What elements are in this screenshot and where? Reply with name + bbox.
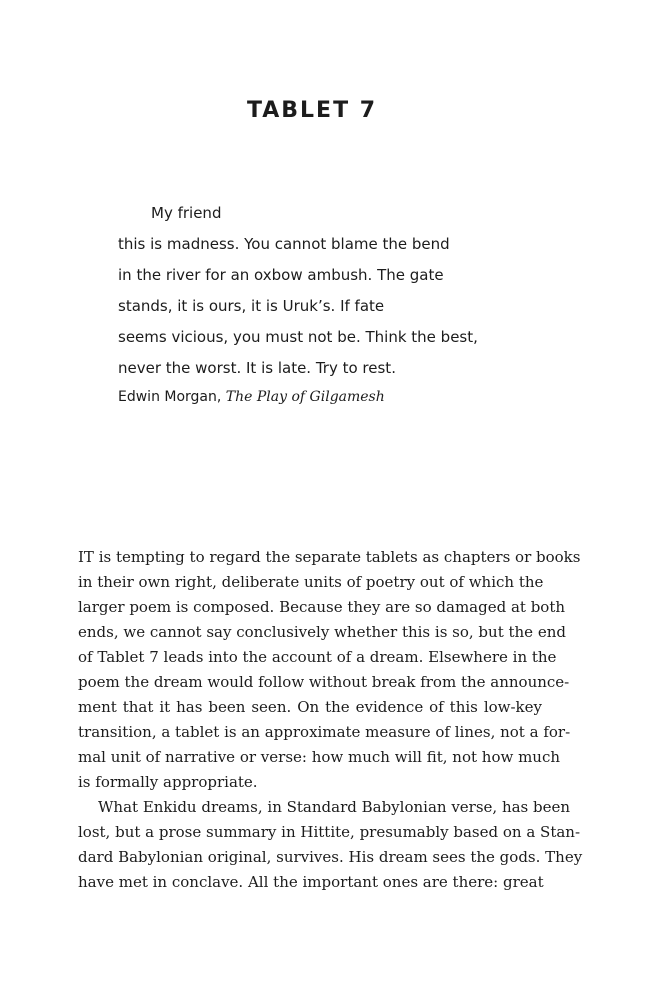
text-line: ends, we cannot say conclusively whether this is so, but the end xyxy=(78,623,566,641)
text-line: What Enkidu dreams, in Standard Babylonian verse, has been xyxy=(98,798,571,816)
epigraph-line: stands, it is ours, it is Uruk’s. If fate xyxy=(118,297,385,315)
paragraph xyxy=(78,545,581,795)
epigraph-line: My friend xyxy=(151,204,222,222)
text-line: mal unit of narrative or verse: how much will fit, not how much xyxy=(78,748,561,766)
epigraph-attribution xyxy=(118,384,538,410)
epigraph-line: this is madness. You cannot blame the bend xyxy=(118,235,450,253)
chapter-title: TABLET 7 xyxy=(246,98,378,123)
paragraph xyxy=(78,795,583,895)
epigraph-author: Edwin Morgan, xyxy=(118,389,222,405)
epigraph-line: never the worst. It is late. Try to rest. xyxy=(118,359,396,377)
text-line: is formally appropriate. xyxy=(78,773,258,791)
epigraph-work-title: The Play of Gilgamesh xyxy=(225,389,385,405)
text-line: in their own right, deliberate units of poetry out of which the xyxy=(78,573,544,591)
text-line: IT is tempting to regard the separate tablets as chapters or books xyxy=(78,548,581,566)
text-line: larger poem is composed. Because they are so damaged at both xyxy=(78,598,566,616)
epigraph-line: in the river for an oxbow ambush. The gate xyxy=(118,266,444,284)
text-line: have met in conclave. All the important ones are there: great xyxy=(78,873,544,891)
text-line: transition, a tablet is an approximate measure of lines, not a for- xyxy=(78,723,571,741)
epigraph xyxy=(118,198,538,410)
text-line: lost, but a prose summary in Hittite, presumably based on a Stan- xyxy=(78,823,581,841)
body-text xyxy=(78,545,583,895)
text-line: dard Babylonian original, survives. His dream sees the gods. They xyxy=(78,848,583,866)
text-line: poem the dream would follow without break from the announce- xyxy=(78,673,570,691)
epigraph-line: seems vicious, you must not be. Think the best, xyxy=(118,328,478,346)
text-line: ment that it has been seen. On the evidence of this low-key xyxy=(78,698,542,716)
text-line: of Tablet 7 leads into the account of a dream. Elsewhere in the xyxy=(78,648,557,666)
